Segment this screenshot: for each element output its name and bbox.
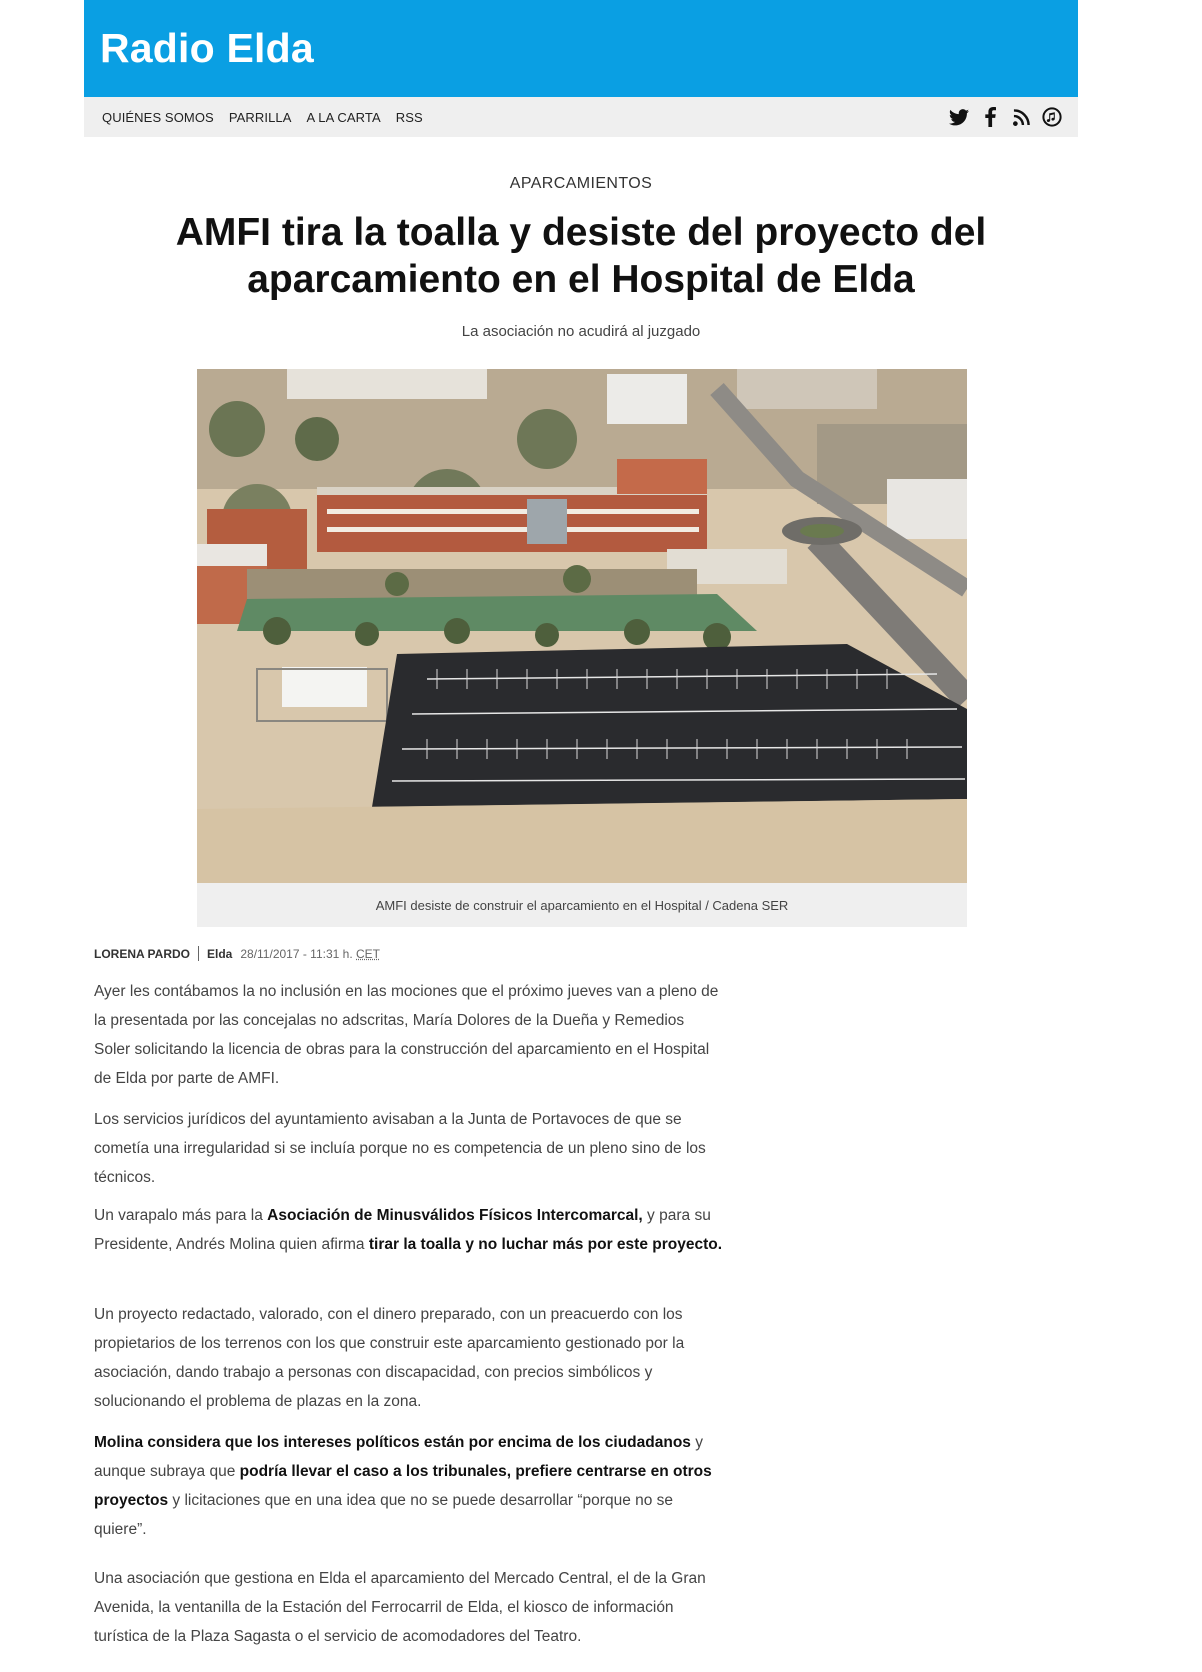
main-nav	[84, 97, 1078, 137]
article-figure	[197, 369, 967, 927]
bold-text: podría llevar el caso a los tribunales, prefiere centrarse en otros proyectos	[94, 1463, 712, 1509]
facebook-icon[interactable]	[980, 107, 1000, 127]
image-caption: AMFI desiste de construir el aparcamiento en el Hospital / Cadena SER	[197, 883, 967, 927]
bold-text: tirar la toalla y no luchar más por este proyecto.	[368, 1236, 723, 1253]
text-run: y para su Presidente, Andrés Molina quien afirma	[94, 1207, 711, 1253]
article-headline: AMFI tira la toalla y desiste del proyecto del aparcamiento en el Hospital de Elda	[175, 211, 987, 301]
article-body	[94, 977, 724, 1651]
hospital-aerial-photo	[197, 369, 967, 883]
site-header	[84, 0, 1078, 97]
section-label[interactable]: APARCAMIENTOS	[509, 175, 653, 192]
article-timezone: CET	[356, 946, 380, 961]
rss-icon[interactable]	[1011, 107, 1031, 127]
article-paragraph: Una asociación que gestiona en Elda el aparcamiento del Mercado Central, el de la Gran Avenida, la ventanilla de la Estación del Ferrocarril de Elda, el kiosco de información turística de la Plaza Sagasta o el servicio de acomodadores del Teatro.	[94, 1570, 706, 1645]
nav-link-parrilla[interactable]: PARRILLA	[228, 109, 292, 125]
itunes-icon[interactable]	[1042, 107, 1062, 127]
nav-link-quienes-somos[interactable]: QUIÉNES SOMOS	[102, 109, 214, 125]
text-run: y licitaciones que en una idea que no se puede desarrollar “porque no se quiere”.	[94, 1492, 674, 1538]
byline-divider	[198, 946, 199, 961]
nav-link-rss[interactable]: RSS	[395, 109, 423, 125]
article-date	[240, 947, 380, 961]
article-byline	[94, 946, 380, 961]
article-paragraph	[94, 1428, 724, 1564]
nav-links	[102, 110, 423, 125]
author-name[interactable]: LORENA PARDO	[94, 946, 190, 961]
article-paragraph: Un proyecto redactado, valorado, con el dinero preparado, con un preacuerdo con los propietarios de los terrenos con los que construir este aparcamiento gestionado por la asociación, dando trabajo a personas con discapacidad, con precios simbólicos y solucionando el problema de plazas en la zona.	[94, 1306, 685, 1410]
twitter-icon[interactable]	[949, 107, 969, 127]
article-date-value: 28/11/2017 - 11:31 h.	[240, 946, 353, 961]
page-wrapper	[84, 0, 1078, 1645]
article-subtitle: La asociación no acudirá al juzgado	[461, 323, 701, 340]
article-paragraph: Los servicios jurídicos del ayuntamiento avisaban a la Junta de Portavoces de que se cometía una irregularidad si se incluía porque no es competencia de un pleno sino de los técnicos.	[94, 1111, 706, 1186]
article-location: Elda	[207, 946, 233, 961]
social-links	[949, 107, 1062, 127]
bold-text: Asociación de Minusválidos Físicos Intercomarcal,	[267, 1207, 643, 1224]
site-logo[interactable]: Radio Elda	[100, 25, 314, 71]
bold-text: Molina considera que los intereses políticos están por encima de los ciudadanos	[94, 1434, 691, 1451]
article-paragraph: Ayer les contábamos la no inclusión en las mociones que el próximo jueves van a pleno de la presentada por las concejalas no adscritas, María Dolores de la Dueña y Remedios Soler solicitando la licencia de obras para la construcción del aparcamiento en el Hospital de Elda por parte de AMFI.	[94, 983, 719, 1087]
text-run: Un varapalo más para la	[94, 1207, 268, 1224]
article-paragraph	[94, 1201, 724, 1300]
text-run: y aunque subraya que	[94, 1434, 703, 1480]
nav-link-a-la-carta[interactable]: A LA CARTA	[306, 109, 381, 125]
